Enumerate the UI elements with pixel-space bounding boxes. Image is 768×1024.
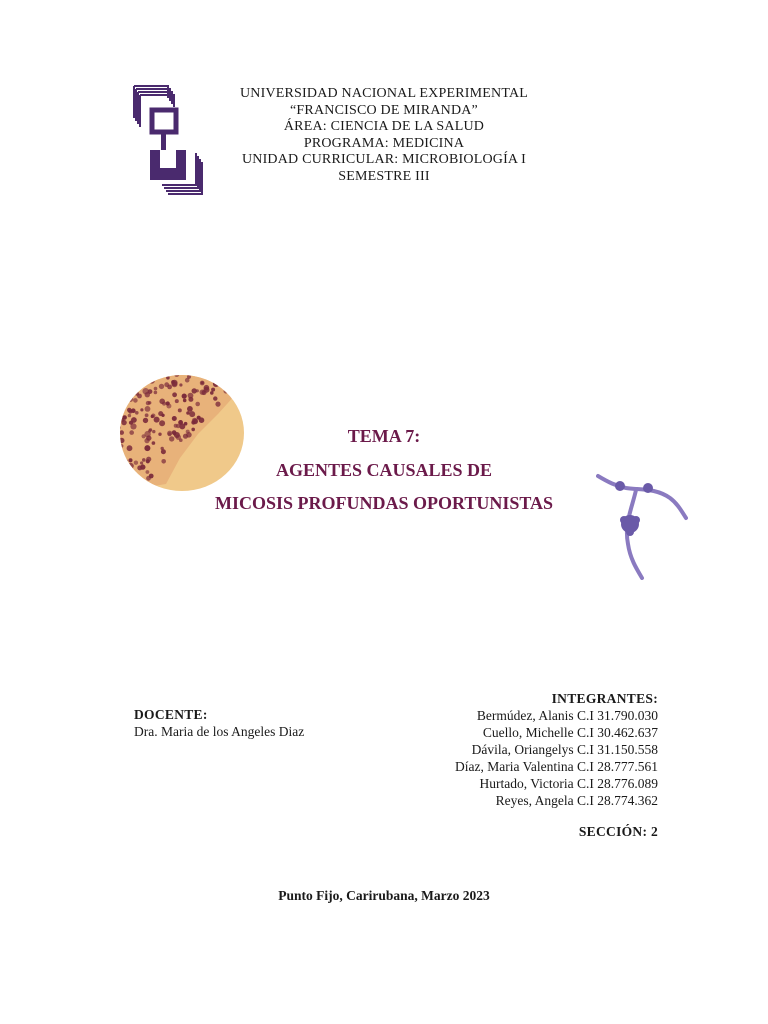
cell-dot	[175, 399, 179, 403]
cell-dot	[148, 389, 153, 394]
cell-dot	[238, 374, 242, 376]
member-item: Díaz, Maria Valentina C.I 28.777.561	[455, 759, 658, 774]
cell-dot	[145, 483, 149, 487]
cell-dot	[221, 380, 226, 385]
cell-dot	[128, 409, 132, 413]
cell-dot	[143, 418, 148, 423]
cell-dot	[135, 411, 139, 415]
cell-dot	[242, 374, 246, 376]
member-item: Dávila, Oriangelys C.I 31.150.558	[471, 742, 658, 757]
cell-dot	[146, 401, 150, 405]
cell-dot	[121, 418, 125, 422]
cell-dot	[188, 393, 194, 399]
cell-dot	[127, 389, 131, 393]
cell-dot	[151, 414, 155, 418]
cell-dot	[195, 402, 200, 407]
cell-dot	[118, 401, 122, 405]
cell-dot	[118, 411, 122, 416]
cell-dot	[172, 392, 177, 397]
cell-dot	[129, 421, 133, 425]
cell-dot	[200, 374, 203, 377]
cell-dot	[204, 385, 210, 391]
cell-dot	[137, 394, 142, 399]
cell-dot	[127, 489, 132, 492]
topic-title-line1: AGENTES CAUSALES DE	[275, 460, 493, 480]
cell-dot	[137, 374, 142, 377]
header-area: ÁREA: CIENCIA DE LA SALUD	[283, 119, 485, 134]
cell-dot	[154, 391, 158, 395]
cell-dot	[239, 374, 244, 377]
cell-dot	[224, 383, 228, 387]
cell-dot	[159, 384, 164, 389]
cell-dot	[189, 411, 195, 417]
cell-dot	[166, 376, 170, 380]
institution-header	[200, 86, 568, 185]
cell-dot	[192, 418, 198, 424]
cell-dot	[125, 398, 129, 402]
cell-dot	[233, 385, 238, 390]
cell-dot	[172, 416, 177, 421]
cell-dot	[138, 488, 143, 492]
cell-dot	[145, 413, 149, 417]
cell-dot	[137, 374, 143, 377]
place-date: Punto Fijo, Carirubana, Marzo 2023	[278, 888, 490, 903]
cell-dot	[185, 378, 190, 383]
cell-dot	[162, 402, 166, 406]
cell-dot	[149, 378, 155, 384]
cell-dot	[231, 384, 235, 388]
cell-dot	[229, 377, 234, 382]
cell-dot	[182, 394, 187, 399]
cell-dot	[140, 486, 144, 490]
cell-dot	[161, 449, 166, 454]
cell-dot	[158, 411, 163, 416]
university-logo	[130, 82, 206, 200]
cell-dot	[201, 381, 204, 384]
cell-dot	[187, 406, 193, 412]
cell-dot	[202, 374, 206, 376]
cell-dot	[154, 387, 158, 391]
cell-dot	[123, 402, 128, 407]
members-block	[455, 690, 658, 809]
member-item: Hurtado, Victoria C.I 28.776.089	[479, 776, 658, 791]
member-item: Cuello, Michelle C.I 30.462.637	[482, 725, 658, 740]
cell-dot	[166, 404, 171, 409]
cell-dot	[206, 374, 210, 378]
cell-dot	[171, 380, 175, 384]
cell-dot	[128, 396, 134, 402]
section-label: SECCIÓN: 2	[578, 824, 658, 839]
cell-dot	[118, 414, 121, 419]
cell-dot	[217, 375, 222, 380]
cell-dot	[118, 390, 123, 395]
cell-dot	[183, 399, 187, 403]
member-item: Bermúdez, Alanis C.I 31.790.030	[476, 708, 658, 723]
cell-dot	[128, 414, 131, 417]
cell-dot	[178, 408, 182, 412]
header-university: UNIVERSIDAD NACIONAL EXPERIMENTAL	[239, 86, 529, 101]
header-university-name: “FRANCISCO DE MIRANDA”	[290, 102, 478, 118]
cell-dot	[118, 487, 121, 492]
cell-dot	[215, 402, 220, 407]
member-item: Reyes, Angela C.I 28.774.362	[495, 793, 658, 808]
teacher-block	[134, 706, 304, 740]
cell-dot	[213, 396, 217, 400]
topic-number: TEMA 7:	[347, 426, 421, 446]
cell-dot	[224, 375, 229, 380]
teacher-label: DOCENTE:	[134, 707, 208, 722]
header-semester: SEMESTRE III	[338, 168, 430, 184]
cell-dot	[127, 391, 132, 396]
cell-dot	[127, 397, 131, 401]
topic-title-line2: MICOSIS PROFUNDAS OPORTUNISTAS	[214, 493, 554, 513]
cell-dot	[164, 382, 169, 387]
cell-dot	[179, 383, 182, 386]
header-program: PROGRAMA: MEDICINA	[303, 135, 465, 151]
cell-dot	[224, 389, 229, 394]
cell-dot	[118, 408, 123, 413]
cell-dot	[197, 416, 201, 420]
cell-dot	[211, 388, 215, 392]
cell-dot	[210, 391, 214, 395]
cell-dot	[145, 406, 151, 412]
cell-dot	[140, 408, 143, 411]
cell-dot	[133, 398, 138, 403]
cell-dot	[196, 389, 199, 392]
cell-dot	[178, 420, 183, 425]
cell-dot	[138, 377, 144, 383]
cell-dot	[154, 417, 160, 423]
cell-dot	[125, 391, 129, 395]
teacher-name: Dra. Maria de los Angeles Diaz	[134, 724, 305, 739]
fungus-image	[596, 468, 688, 580]
header-course: UNIDAD CURRICULAR: MICROBIOLOGÍA I	[241, 152, 527, 167]
members-label: INTEGRANTES:	[551, 691, 658, 706]
cell-dot	[213, 381, 219, 387]
